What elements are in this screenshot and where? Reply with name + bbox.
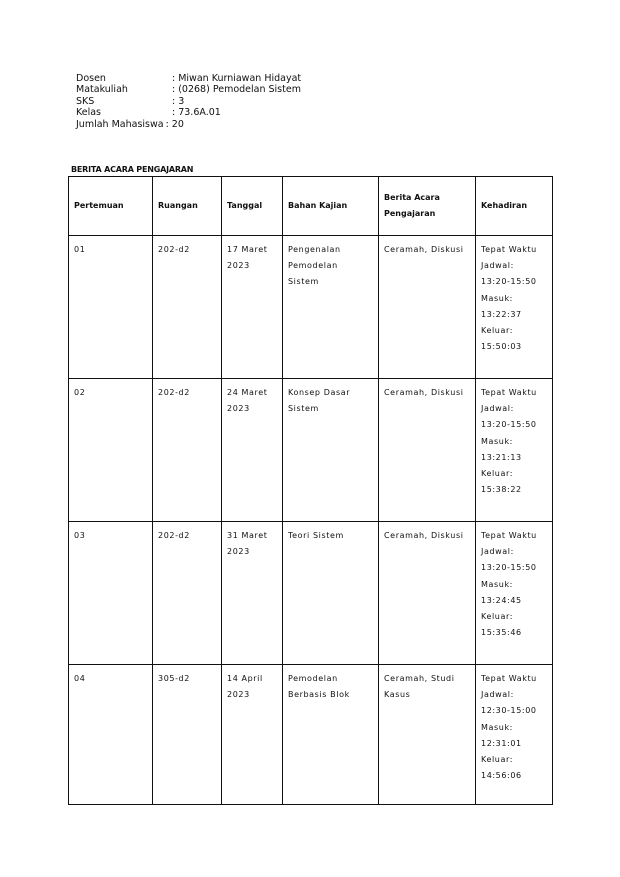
cell-pertemuan: 03 [69, 522, 153, 665]
info-dosen [76, 73, 301, 84]
matakuliah-value: : (0268) Pemodelan Sistem [172, 84, 301, 96]
cell-tanggal: 24 Maret 2023 [222, 379, 283, 522]
cell-pertemuan: 02 [69, 379, 153, 522]
cell-pertemuan: 04 [69, 665, 153, 805]
cell-tanggal: 14 April 2023 [222, 665, 283, 805]
table-row [69, 665, 553, 805]
cell-bahan-kajian: Pemodelan Berbasis Blok [283, 665, 379, 805]
cell-tanggal: 17 Maret 2023 [222, 236, 283, 379]
header-pertemuan: Pertemuan [69, 177, 153, 236]
sks-label: SKS [76, 95, 95, 107]
matakuliah-label: Matakuliah [76, 84, 128, 96]
cell-bahan-kajian: Teori Sistem [283, 522, 379, 665]
course-info [76, 73, 301, 130]
dosen-label: Dosen [76, 73, 106, 84]
cell-bahan-kajian: Pengenalan Pemodelan Sistem [283, 236, 379, 379]
cell-berita-acara: Ceramah, Diskusi [379, 236, 476, 379]
table-header-row [69, 177, 553, 236]
cell-kehadiran: Tepat Waktu Jadwal: 13:20-15:50 Masuk: 13:24:45 Keluar: 15:35:46 [476, 522, 553, 665]
header-berita-acara: Berita Acara Pengajaran [379, 177, 476, 236]
cell-bahan-kajian: Konsep Dasar Sistem [283, 379, 379, 522]
cell-ruangan: 202-d2 [153, 379, 222, 522]
header-tanggal: Tanggal [222, 177, 283, 236]
header-ruangan: Ruangan [153, 177, 222, 236]
cell-kehadiran: Tepat Waktu Jadwal: 12:30-15:00 Masuk: 12:31:01 Keluar: 14:56:06 [476, 665, 553, 805]
sks-value: : 3 [172, 95, 185, 107]
cell-ruangan: 202-d2 [153, 236, 222, 379]
table-row [69, 379, 553, 522]
dosen-value: : Miwan Kurniawan Hidayat [172, 73, 302, 84]
cell-ruangan: 305-d2 [153, 665, 222, 805]
berita-acara-table [68, 176, 553, 805]
cell-berita-acara: Ceramah, Diskusi [379, 379, 476, 522]
kelas-label: Kelas [76, 107, 102, 119]
header-bahan-kajian: Bahan Kajian [283, 177, 379, 236]
info-jumlah-mahasiswa [76, 119, 301, 130]
cell-ruangan: 202-d2 [153, 522, 222, 665]
table-row [69, 236, 553, 379]
cell-berita-acara: Ceramah, Studi Kasus [379, 665, 476, 805]
header-kehadiran: Kehadiran [476, 177, 553, 236]
section-title: BERITA ACARA PENGAJARAN [71, 165, 194, 174]
cell-kehadiran: Tepat Waktu Jadwal: 13:20-15:50 Masuk: 13:21:13 Keluar: 15:38:22 [476, 379, 553, 522]
cell-tanggal: 31 Maret 2023 [222, 522, 283, 665]
cell-kehadiran: Tepat Waktu Jadwal: 13:20-15:50 Masuk: 13:22:37 Keluar: 15:50:03 [476, 236, 553, 379]
info-sks [76, 96, 301, 107]
cell-berita-acara: Ceramah, Diskusi [379, 522, 476, 665]
info-matakuliah [76, 84, 301, 95]
jumlah-value: : 20 [165, 118, 184, 130]
info-kelas [76, 107, 301, 118]
cell-pertemuan: 01 [69, 236, 153, 379]
jumlah-label: Jumlah Mahasiswa [76, 118, 164, 130]
kelas-value: : 73.6A.01 [172, 107, 221, 119]
table-row [69, 522, 553, 665]
